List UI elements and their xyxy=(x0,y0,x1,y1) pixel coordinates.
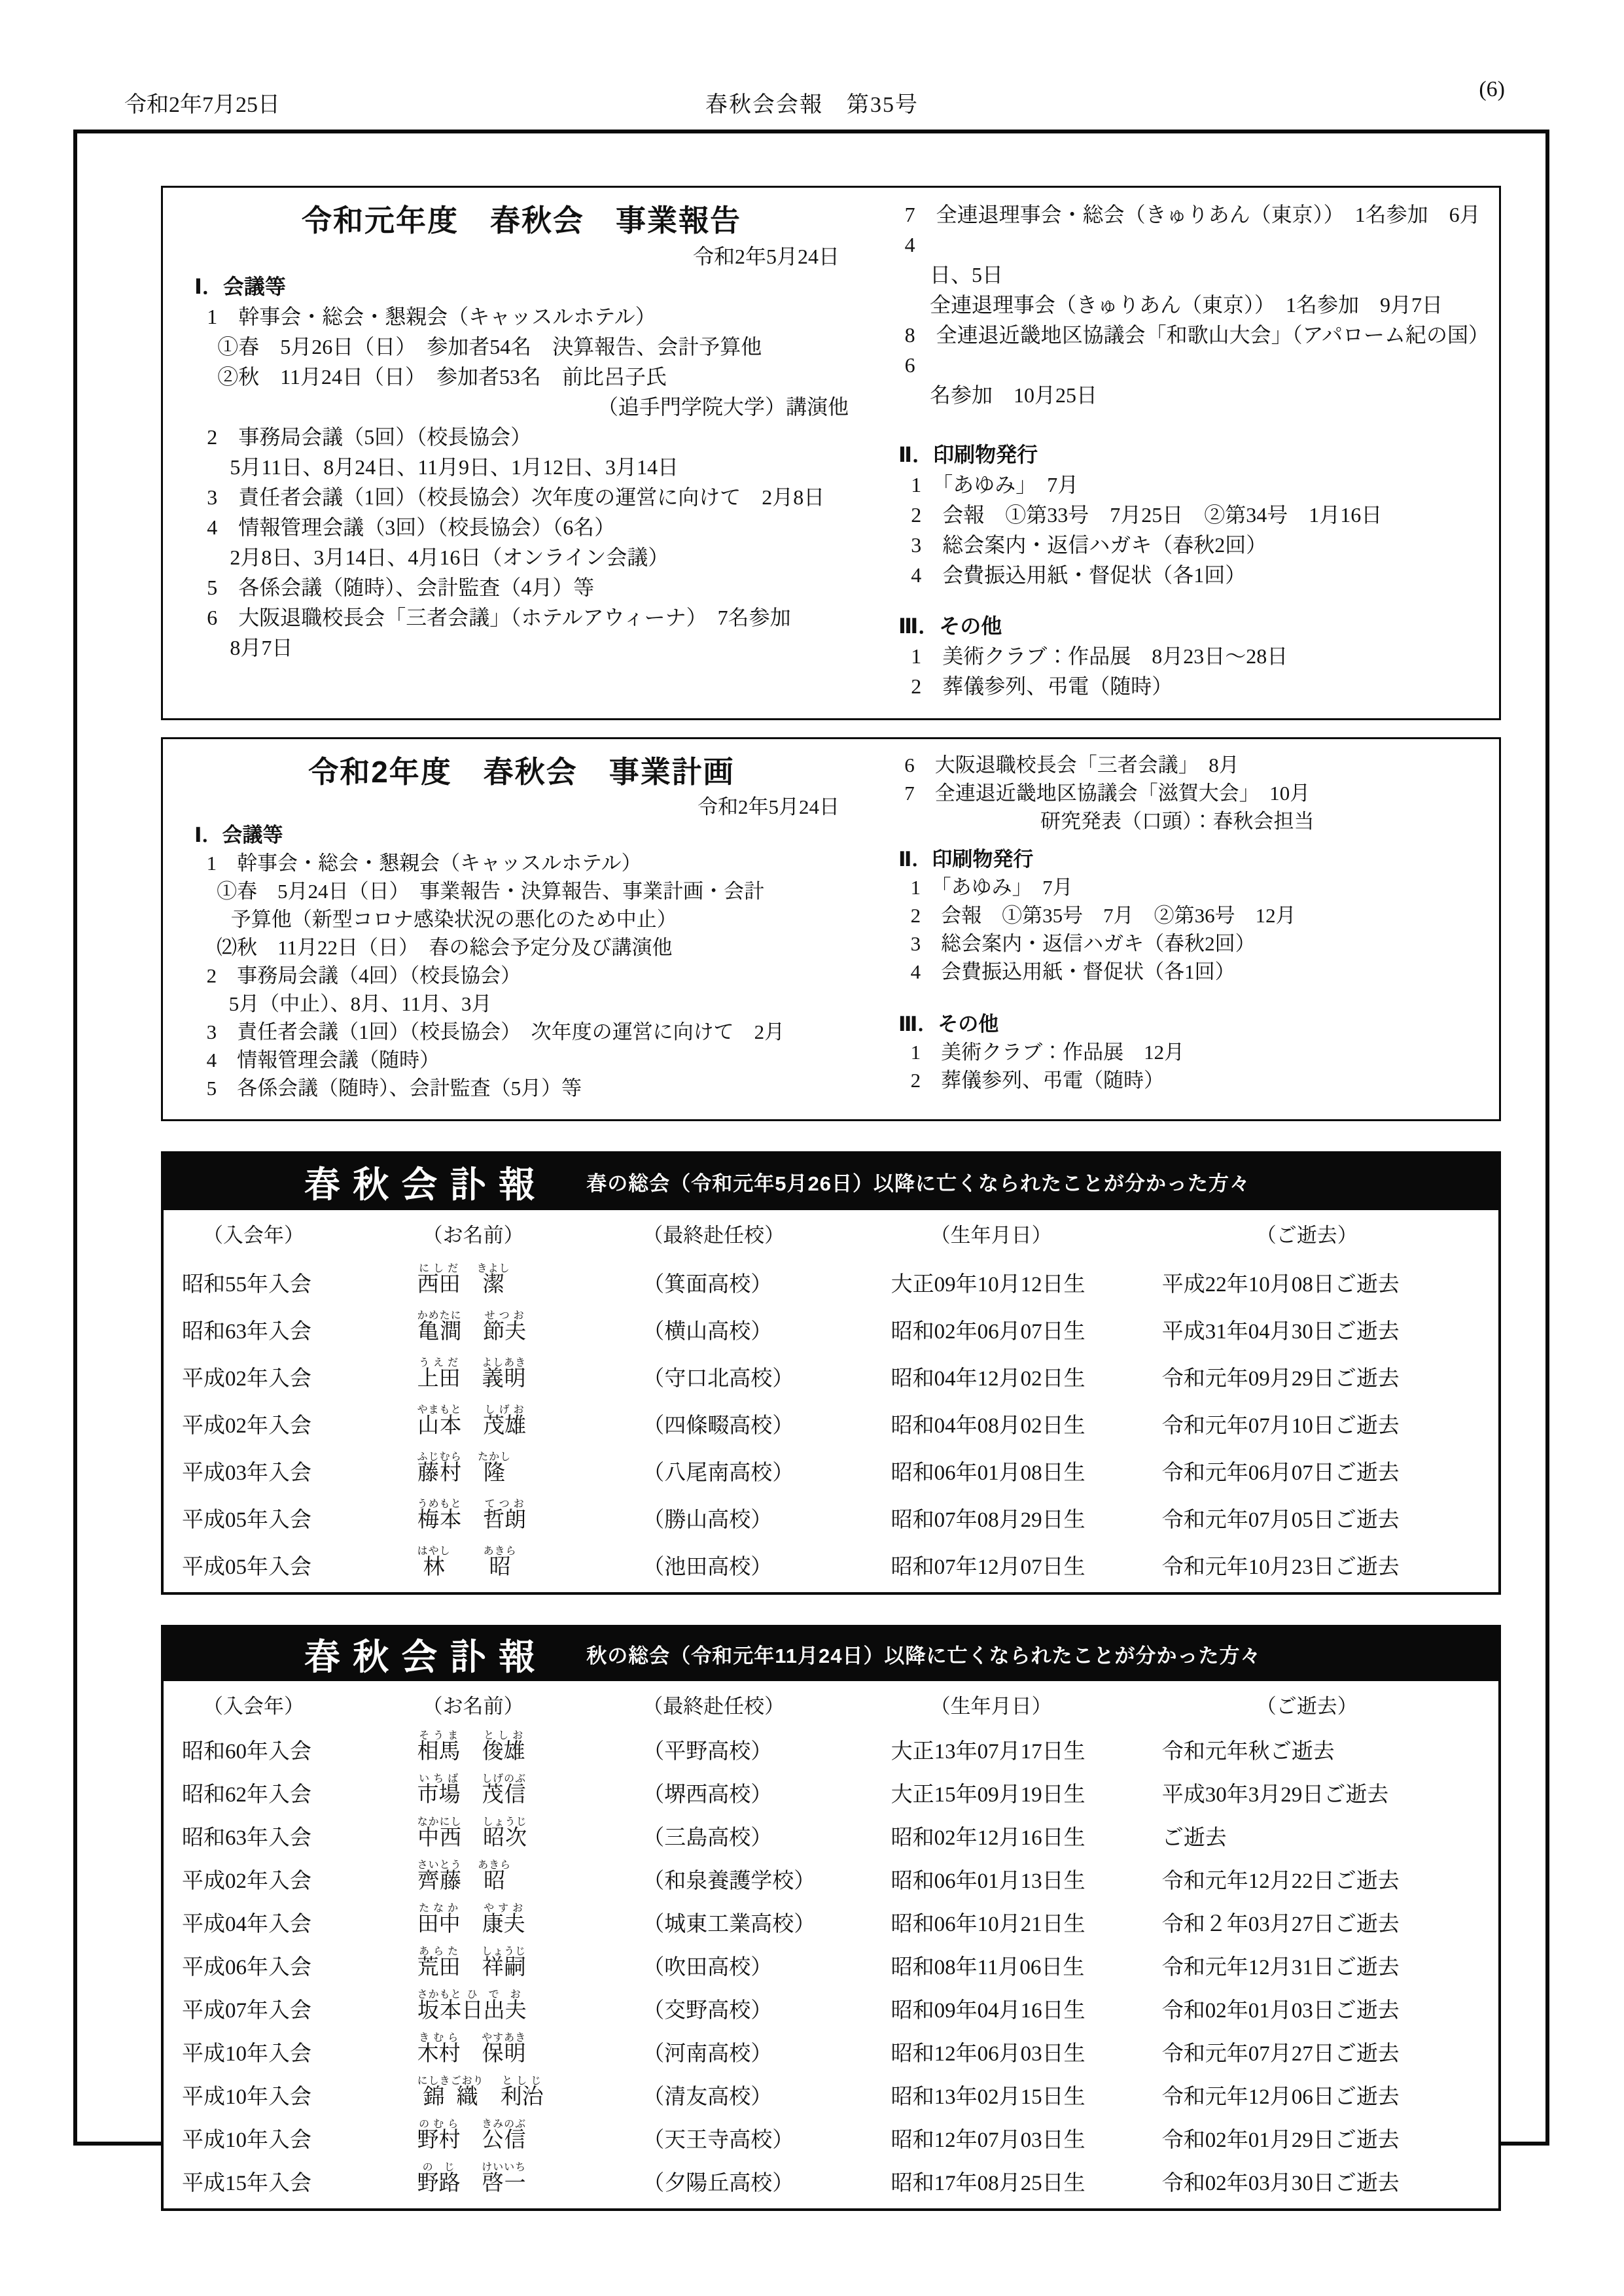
text-line: 1 「あゆみ」 7月 xyxy=(911,472,1079,496)
member-name xyxy=(417,1860,638,1897)
text-line: 3 責任者会議（1回）（校長協会）次年度の運営に向けて 2月8日 xyxy=(207,485,825,509)
family-name: 齊藤さいとう xyxy=(417,1859,462,1893)
table-row xyxy=(164,1442,1498,1489)
join-year: 平成02年入会 xyxy=(182,1869,311,1893)
join-year: 平成15年入会 xyxy=(182,2171,311,2195)
member-name xyxy=(417,1773,638,1811)
text-line: 2 会報 ①第35号 7月 ②第36号 12月 xyxy=(910,904,1296,928)
birth-date: 昭和07年08月29日生 xyxy=(891,1508,1086,1532)
text-line: （追手門学院大学）講演他 xyxy=(597,395,849,419)
join-year: 昭和60年入会 xyxy=(182,1739,311,1764)
birth-date: 昭和13年02月15日生 xyxy=(891,2085,1086,2109)
table-row xyxy=(164,1983,1498,2026)
text-line: 5 各係会議（随時）、会計監査（5月）等 xyxy=(206,1076,582,1100)
family-name: 亀澗かめたに xyxy=(417,1310,462,1344)
last-school: （横山高校） xyxy=(643,1319,773,1344)
member-name xyxy=(417,1452,638,1489)
member-name xyxy=(417,1404,638,1442)
column-header: （最終赴任校） xyxy=(643,1224,785,1247)
obituary-table xyxy=(164,1681,1498,2208)
table-row xyxy=(164,1300,1498,1348)
column-header: （ご逝去） xyxy=(1256,1224,1358,1247)
column-gap xyxy=(849,751,898,1102)
death-date: 令和元年12月22日ご逝去 xyxy=(1161,1869,1400,1893)
obituary-header-bar xyxy=(164,1154,1498,1210)
birth-date: 昭和12年07月03日生 xyxy=(891,2128,1086,2152)
member-name xyxy=(417,2032,638,2070)
text-line: 名参加 10月25日 xyxy=(930,383,1098,407)
join-year: 平成10年入会 xyxy=(182,2128,311,2152)
box-title: 令和2年度 春秋会 事業計画 xyxy=(308,754,735,789)
death-date: 令和元年12月31日ご逝去 xyxy=(1161,1955,1400,1979)
given-name: 俊雄としお xyxy=(482,1730,525,1764)
join-year: 平成03年入会 xyxy=(182,1461,311,1485)
column-header: （ご逝去） xyxy=(1256,1695,1358,1718)
family-name: 木村きむら xyxy=(417,2032,461,2066)
table-row xyxy=(164,1767,1498,1811)
table-row xyxy=(164,1348,1498,1395)
birth-date: 昭和12年06月03日生 xyxy=(891,2042,1086,2066)
table-header-row xyxy=(164,1214,1498,1253)
column-header: （入会年） xyxy=(203,1224,304,1247)
obituary-subtitle: 春の総会（令和元年5月26日）以降に亡くなられたことが分かった方々 xyxy=(586,1172,1250,1196)
box-date: 令和2年5月24日 xyxy=(692,245,839,268)
text-line: 1 美術クラブ：作品展 12月 xyxy=(910,1041,1185,1064)
family-name: 梅本うめもと xyxy=(417,1498,462,1532)
given-name: 茂雄しげお xyxy=(483,1404,527,1438)
join-year: 昭和62年入会 xyxy=(182,1783,311,1807)
member-name xyxy=(417,1546,638,1583)
text-line: 3 責任者会議（1回）（校長協会） 次年度の運営に向けて 2月 xyxy=(206,1020,785,1043)
given-name: 義明よしあき xyxy=(482,1357,527,1391)
right-column xyxy=(898,751,1481,1102)
member-name xyxy=(417,2119,638,2156)
birth-date: 昭和07年12月07日生 xyxy=(891,1555,1086,1579)
table-header-row xyxy=(164,1685,1498,1724)
obituary-title: 春秋会訃報 xyxy=(304,1637,548,1678)
birth-date: 大正09年10月12日生 xyxy=(891,1272,1086,1296)
birth-date: 昭和08年11月06日生 xyxy=(891,1955,1085,1979)
text-line: 2 事務局会議（4回）（校長協会） xyxy=(206,964,521,987)
given-name: 祥嗣しょうじ xyxy=(482,1945,527,1979)
table-row xyxy=(164,1536,1498,1583)
box-title: 令和元年度 春秋会 事業報告 xyxy=(302,203,741,237)
birth-date: 昭和02年06月07日生 xyxy=(891,1319,1086,1344)
join-year: 昭和63年入会 xyxy=(182,1826,311,1850)
member-name xyxy=(417,1310,638,1348)
text-line: 予算他（新型コロナ感染状況の悪化のため中止） xyxy=(230,907,677,931)
table-row xyxy=(164,1897,1498,1940)
member-name xyxy=(417,1730,638,1767)
family-name: 野村のむら xyxy=(417,2118,461,2152)
text-line: 4 会費振込用紙・督促状（各1回） xyxy=(910,960,1235,984)
text-line: 3 総会案内・返信ハガキ（春秋2回） xyxy=(910,932,1256,956)
birth-date: 昭和17年08月25日生 xyxy=(891,2171,1086,2195)
section-heading: Ⅲ．その他 xyxy=(898,614,1002,638)
obituary-table xyxy=(164,1210,1498,1592)
given-name: 茂信しげのぶ xyxy=(482,1773,527,1807)
last-school: （堺西高校） xyxy=(643,1783,773,1807)
death-date: 令和元年07月05日ご逝去 xyxy=(1161,1508,1400,1532)
death-date: 令和元年12月06日ご逝去 xyxy=(1161,2085,1400,2109)
last-school: （三島高校） xyxy=(643,1826,773,1850)
obituary-subtitle: 秋の総会（令和元年11月24日）以降に亡くなられたことが分かった方々 xyxy=(586,1644,1262,1668)
given-name: 昭あきら xyxy=(478,1859,512,1893)
family-name: 野路のじ xyxy=(417,2161,461,2195)
text-line: 2月8日、3月14日、4月16日（オンライン会議） xyxy=(230,546,669,569)
issue-date: 令和2年7月25日 xyxy=(124,93,280,117)
family-name: 上田うえだ xyxy=(417,1357,461,1391)
given-name: 哲朗てつお xyxy=(483,1498,527,1532)
text-line: 1 美術クラブ：作品展 8月23日～28日 xyxy=(911,644,1288,668)
given-name: 啓一けいいち xyxy=(482,2161,527,2195)
last-school: （勝山高校） xyxy=(643,1508,773,1532)
section-heading: Ⅲ．その他 xyxy=(898,1013,999,1036)
family-name: 中西なかにし xyxy=(417,1816,462,1850)
birth-date: 昭和06年01月08日生 xyxy=(891,1461,1086,1485)
family-name: 坂本さかもと xyxy=(417,1989,462,2023)
text-line: 6 大阪退職校長会「三者会議」 8月 xyxy=(904,753,1239,776)
table-row xyxy=(164,1724,1498,1767)
member-name xyxy=(417,2162,638,2199)
report-box xyxy=(161,186,1501,720)
table-row xyxy=(164,2113,1498,2156)
text-line: 4 情報管理会議（3回）（校長協会）（6名） xyxy=(207,515,616,539)
table-row xyxy=(164,1940,1498,1983)
last-school: （天王寺高校） xyxy=(643,2128,794,2152)
text-line: 2 会報 ①第33号 7月25日 ②第34号 1月16日 xyxy=(911,502,1383,527)
table-row xyxy=(164,1395,1498,1442)
birth-date: 昭和04年08月02日生 xyxy=(891,1414,1086,1438)
join-year: 平成05年入会 xyxy=(182,1555,311,1579)
join-year: 平成02年入会 xyxy=(182,1414,311,1438)
section-heading: Ⅱ．印刷物発行 xyxy=(898,848,1034,871)
last-school: （和泉養護学校） xyxy=(643,1869,816,1893)
page-number: (6) xyxy=(1479,77,1505,101)
last-school: （河南高校） xyxy=(643,2042,773,2066)
family-name: 市場いちば xyxy=(417,1773,461,1807)
birth-date: 昭和09年04月16日生 xyxy=(891,1998,1086,2023)
box-date: 令和2年5月24日 xyxy=(697,795,839,818)
section-heading: Ⅱ．印刷物発行 xyxy=(898,442,1038,466)
table-row xyxy=(164,2156,1498,2199)
given-name: 康夫やすお xyxy=(482,1902,525,1936)
last-school: （八尾南高校） xyxy=(643,1461,794,1485)
column-header: （お名前） xyxy=(422,1695,524,1718)
given-name: 利治としじ xyxy=(500,2075,544,2109)
birth-date: 昭和06年01月13日生 xyxy=(891,1869,1086,1893)
text-line: 日、5日 xyxy=(930,263,1004,287)
given-name: 昭あきら xyxy=(483,1545,517,1579)
death-date: 令和元年10月23日ご逝去 xyxy=(1161,1555,1400,1579)
obituary-title: 春秋会訃報 xyxy=(304,1164,548,1206)
table-row xyxy=(164,1811,1498,1854)
text-line: 8月7日 xyxy=(230,636,293,659)
given-name: 潔きよし xyxy=(476,1262,510,1296)
table-row xyxy=(164,2070,1498,2113)
death-date: 令和02年01月29日ご逝去 xyxy=(1161,2128,1400,2152)
newsletter-title: 春秋会会報 第35号 xyxy=(705,93,919,117)
obituary-header-bar xyxy=(164,1627,1498,1681)
last-school: （城東工業高校） xyxy=(643,1912,816,1936)
text-line: 2 事務局会議（5回）（校長協会） xyxy=(207,425,532,449)
column-header: （生年月日） xyxy=(930,1224,1052,1247)
member-name xyxy=(417,1989,638,2026)
table-row xyxy=(164,1489,1498,1536)
text-line: 5月（中止）、8月、11月、3月 xyxy=(228,992,492,1015)
member-name xyxy=(417,1263,638,1300)
left-column xyxy=(194,200,849,701)
text-line: 4 会費振込用紙・督促状（各1回） xyxy=(911,563,1246,587)
obituary-section-autumn xyxy=(161,1625,1501,2211)
column-header: （お名前） xyxy=(422,1224,524,1247)
join-year: 平成02年入会 xyxy=(182,1366,311,1391)
table-row xyxy=(164,2026,1498,2070)
text-line: 1 「あゆみ」 7月 xyxy=(910,876,1073,899)
given-name: 昭次しょうじ xyxy=(482,1816,527,1850)
table-row xyxy=(164,1253,1498,1300)
text-line: 全連退理事会（きゅりあん（東京）） 1名参加 9月7日 xyxy=(930,293,1443,317)
death-date: 令和元年09月29日ご逝去 xyxy=(1161,1366,1400,1391)
join-year: 昭和63年入会 xyxy=(182,1319,311,1344)
plan-box xyxy=(161,737,1501,1121)
text-line: 7 全連退近畿地区協議会「滋賀大会」 10月 xyxy=(904,781,1311,805)
member-name xyxy=(417,2076,638,2113)
column-header: （入会年） xyxy=(203,1695,304,1718)
death-date: ご逝去 xyxy=(1161,1826,1227,1850)
text-line: 2 葬儀参列、弔電（随時） xyxy=(911,674,1173,698)
text-line: 4 情報管理会議（随時） xyxy=(206,1048,440,1071)
text-line: ①春 5月24日（日） 事業報告・決算報告、事業計画・会計 xyxy=(217,879,765,903)
column-header: （最終赴任校） xyxy=(643,1695,785,1718)
frame-inner xyxy=(161,186,1501,2211)
last-school: （平野高校） xyxy=(643,1739,773,1764)
right-column xyxy=(898,200,1500,701)
join-year: 平成05年入会 xyxy=(182,1508,311,1532)
text-line: 5 各係会議（随時）、会計監査（4月）等 xyxy=(207,576,595,599)
text-line: ①春 5月26日（日） 参加者54名 決算報告、会計予算他 xyxy=(217,335,762,358)
death-date: 令和２年03月27日ご逝去 xyxy=(1161,1912,1400,1936)
death-date: 令和元年秋ご逝去 xyxy=(1161,1739,1335,1764)
text-line: 3 総会案内・返信ハガキ（春秋2回） xyxy=(911,532,1267,557)
last-school: （吹田高校） xyxy=(643,1955,773,1979)
left-column xyxy=(194,751,849,1102)
section-heading: Ⅰ．会議等 xyxy=(194,275,286,298)
table-row xyxy=(164,1854,1498,1897)
birth-date: 昭和06年10月21日生 xyxy=(891,1912,1086,1936)
last-school: （交野高校） xyxy=(643,1998,773,2023)
death-date: 令和元年06月07日ご逝去 xyxy=(1161,1461,1400,1485)
given-name: 節夫せつお xyxy=(483,1310,527,1344)
death-date: 平成30年3月29日ご逝去 xyxy=(1161,1783,1389,1807)
join-year: 平成04年入会 xyxy=(182,1912,311,1936)
last-school: （清友高校） xyxy=(643,2085,773,2109)
text-line: 1 幹事会・総会・懇親会（キャッスルホテル） xyxy=(207,305,656,328)
family-name: 藤村ふじむら xyxy=(417,1451,462,1485)
death-date: 令和元年07月27日ご逝去 xyxy=(1161,2042,1400,2066)
last-school: （箕面高校） xyxy=(643,1272,773,1296)
given-name: 保明やすあき xyxy=(482,2032,527,2066)
join-year: 平成06年入会 xyxy=(182,1955,311,1979)
given-name: 公信きみのぶ xyxy=(482,2118,527,2152)
family-name: 荒田あらた xyxy=(417,1945,461,1979)
death-date: 令和元年07月10日ご逝去 xyxy=(1161,1414,1400,1438)
text-line: 7 全連退理事会・総会（きゅりあん（東京）） 1名参加 6月4 xyxy=(904,203,1481,256)
text-line: 5月11日、8月24日、11月9日、1月12日、3月14日 xyxy=(230,455,679,479)
text-line: 8 全連退近畿地区協議会「和歌山大会」（アパローム紀の国） 6 xyxy=(904,323,1500,377)
member-name xyxy=(417,1903,638,1940)
family-name: 林はやし xyxy=(417,1545,451,1579)
death-date: 平成22年10月08日ご逝去 xyxy=(1161,1272,1400,1296)
birth-date: 昭和02年12月16日生 xyxy=(891,1826,1086,1850)
text-line: 2 葬儀参列、弔電（随時） xyxy=(910,1069,1165,1092)
family-name: 田中たなか xyxy=(417,1902,461,1936)
last-school: （夕陽丘高校） xyxy=(643,2171,794,2195)
family-name: 相馬そうま xyxy=(417,1730,461,1764)
member-name xyxy=(417,1946,638,1983)
birth-date: 大正13年07月17日生 xyxy=(891,1739,1086,1764)
column-header: （生年月日） xyxy=(930,1695,1052,1718)
page-header xyxy=(73,77,1551,116)
obituary-section-spring xyxy=(161,1151,1501,1595)
family-name: 錦織にしきごおり xyxy=(417,2075,484,2109)
text-line: ②秋 11月24日（日） 参加者53名 前比呂子氏 xyxy=(217,365,667,389)
death-date: 令和02年01月03日ご逝去 xyxy=(1161,1998,1400,2023)
section-heading: Ⅰ．会議等 xyxy=(194,823,283,846)
birth-date: 大正15年09月19日生 xyxy=(891,1783,1086,1807)
column-gap xyxy=(849,200,898,701)
last-school: （池田高校） xyxy=(643,1555,773,1579)
content-frame xyxy=(73,130,1549,2195)
join-year: 昭和55年入会 xyxy=(182,1272,311,1296)
death-date: 平成31年04月30日ご逝去 xyxy=(1161,1319,1400,1344)
last-school: （守口北高校） xyxy=(643,1366,794,1391)
text-line: ⑵秋 11月22日（日） 春の総会予定分及び講演他 xyxy=(217,935,673,959)
text-line: 1 幹事会・総会・懇親会（キャッスルホテル） xyxy=(206,851,642,875)
family-name: 西田にしだ xyxy=(417,1262,461,1296)
last-school: （四條畷高校） xyxy=(643,1414,794,1438)
given-name: 日出夫ひでお xyxy=(461,1989,527,2023)
given-name: 隆たかし xyxy=(478,1451,512,1485)
birth-date: 昭和04年12月02日生 xyxy=(891,1366,1086,1391)
join-year: 平成10年入会 xyxy=(182,2042,311,2066)
member-name xyxy=(417,1499,638,1536)
text-line: 6 大阪退職校長会「三者会議」（ホテルアウィーナ） 7名参加 xyxy=(207,606,791,629)
join-year: 平成07年入会 xyxy=(182,1998,311,2023)
text-line: 研究発表（口頭）：春秋会担当 xyxy=(1040,809,1315,833)
join-year: 平成10年入会 xyxy=(182,2085,311,2109)
member-name xyxy=(417,1357,638,1395)
member-name xyxy=(417,1817,638,1854)
death-date: 令和02年03月30日ご逝去 xyxy=(1161,2171,1400,2195)
family-name: 山本やまもと xyxy=(417,1404,462,1438)
